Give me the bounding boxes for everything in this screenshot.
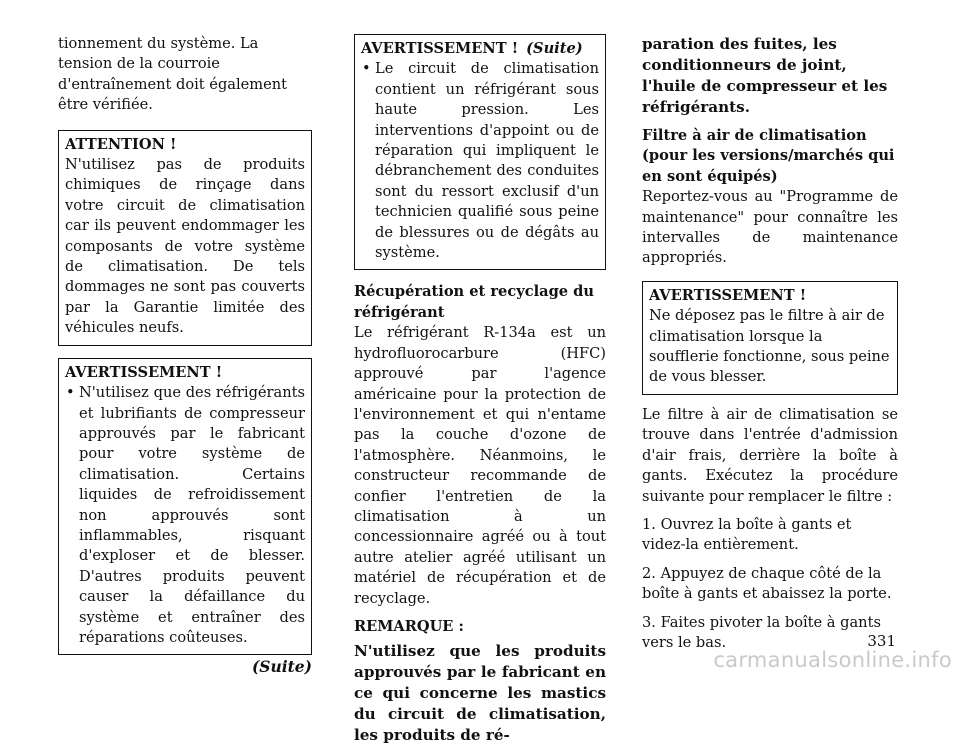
column-left bbox=[58, 34, 312, 678]
filter-warning-body: Ne déposez pas le filtre à air de climatisation lorsque la soufflerie fonctionne, sous peine de vous blesser. bbox=[649, 307, 890, 386]
filter-warning-title: AVERTISSEMENT ! bbox=[649, 286, 807, 304]
page-number: 331 bbox=[867, 632, 896, 650]
filter-warning-box bbox=[642, 281, 898, 395]
watermark: carmanualsonline.info bbox=[713, 648, 952, 672]
attention-body: N'utilisez pas de produits chimiques de rinçage dans votre circuit de climatisation car ils peuvent endommager les composants de votre système de climatisation. De tels dommages ne sont pas couverts par la Garantie limitée des véhicules neufs. bbox=[65, 156, 305, 337]
attention-title: ATTENTION ! bbox=[65, 135, 177, 153]
warning-cont-bullets bbox=[361, 59, 599, 263]
attention-box bbox=[58, 130, 312, 346]
filter-section-title: Filtre à air de climatisation (pour les versions/marchés qui en sont équipés) bbox=[642, 127, 895, 185]
remarque-label: REMARQUE : bbox=[354, 617, 464, 635]
step-2: 2. Appuyez de chaque côté de la boîte à gants et abaissez la porte. bbox=[642, 564, 892, 603]
step-1: 1. Ouvrez la boîte à gants et videz-la entièrement. bbox=[642, 515, 852, 554]
warning-cont-box bbox=[354, 34, 606, 270]
warning-cont-bullet: • Le circuit de climatisation contient un réfrigérant sous haute pression. Les interventions d'appoint ou de réparation qui impliquent le débranchement des conduites sont du ressort exclusif d'un technicien qualifié sous peine de blessures ou de dégâts au système. bbox=[361, 59, 599, 263]
section-body-recovery: Le réfrigérant R-134a est un hydrofluorocarbure (HFC) approuvé par l'agence américaine pour la protection de l'environnement et qui n'entame pas la couche d'ozone de l'atmosphère. Néanmoins, le constructeur recommande de confier l'entretien de la climatisation à un concessionnaire agréé ou à tout autre atelier agréé utilisant un matériel de récupération et de recyclage. bbox=[354, 324, 606, 607]
column-middle bbox=[354, 34, 606, 746]
filter-section-body: Reportez-vous au "Programme de maintenance" pour connaître les intervalles de maintenance appropriés. bbox=[642, 188, 898, 267]
warning-bullet: • N'utilisez que des réfrigérants et lubrifiants de compresseur approuvés par le fabricant pour votre système de climatisation. Certains liquides de refroidissement non approuvés sont inflammables, risquant d'exploser et de blesser. D'autres produits peuvent causer la défaillance du système et entraîner des réparations coûteuses. bbox=[65, 383, 305, 648]
filter-location-paragraph: Le filtre à air de climatisation se trouve dans l'entrée d'admission d'air frais, derrière la boîte à gants. Exécutez la procédure suivante pour remplacer le filtre : bbox=[642, 405, 898, 505]
warning-bullets bbox=[65, 383, 305, 648]
intro-paragraph: tionnement du système. La tension de la courroie d'entraînement doit également être vérifiée. bbox=[58, 35, 288, 114]
suite-label: (Suite) bbox=[251, 657, 312, 677]
warning-title: AVERTISSEMENT ! bbox=[65, 363, 223, 381]
warning-cont-suite: (Suite) bbox=[526, 40, 583, 57]
warning-cont-title-row bbox=[361, 39, 599, 59]
warning-cont-title: AVERTISSEMENT ! bbox=[361, 40, 519, 57]
step-3: 3. Faites pivoter la boîte à gants vers le bas. bbox=[642, 613, 881, 651]
column-right bbox=[642, 34, 898, 653]
section-title-recovery: Récupération et recyclage du réfrigérant bbox=[354, 283, 594, 321]
warning-box bbox=[58, 358, 312, 656]
remarque-body: N'utilisez que les produits approuvés par le fabricant en ce qui concerne les mastics du circuit de climatisation, les produits de ré- bbox=[354, 642, 606, 745]
remarque-continuation: paration des fuites, les conditionneurs de joint, l'huile de compresseur et les réfrigérants. bbox=[642, 35, 888, 116]
